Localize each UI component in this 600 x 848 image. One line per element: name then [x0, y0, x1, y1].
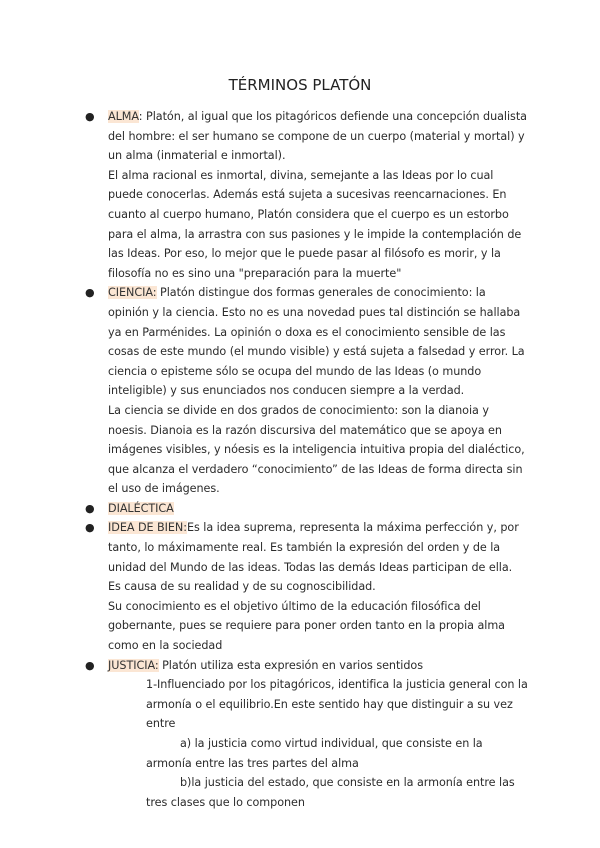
justicia-paragraph	[108, 656, 528, 676]
idea-de-bien-paragraph	[108, 518, 528, 596]
term-dialectica: DIALÉCTICA	[108, 501, 174, 515]
idea-de-bien-definition: Es la idea suprema, representa la máxima perfección y, por tanto, lo máximamente real. Es también la expresión del orden y de la unidad del Mundo de las ideas. Todas las demás Ideas participan de ella. Es causa de su realidad y de su cognoscibilidad.	[108, 521, 519, 594]
bullet-icon: ●	[85, 521, 95, 535]
page-title: TÉRMINOS PLATÓN	[228, 76, 372, 94]
ciencia-paragraph	[108, 283, 528, 401]
alma-definition: : Platón, al igual que los pitagóricos defiende una concepción dualista del hombre: el ser humano se compone de un cuerpo (material y mortal) y un alma (inmaterial e inmortal).	[108, 110, 527, 163]
justicia-sub-b: b)la justicia del estado, que consiste en la armonía entre las tres clases que lo componen	[146, 776, 515, 809]
list-item-justicia	[85, 656, 528, 813]
bullet-icon: ●	[85, 501, 95, 515]
list-item-ciencia	[85, 283, 528, 499]
list-item-dialectica	[85, 499, 528, 519]
list-item-alma	[85, 107, 528, 283]
ciencia-definition: Platón distingue dos formas generales de conocimiento: la opinión y la ciencia. Esto no es una novedad pues tal distinción se hallaba ya en Parménides. La opinión o doxa es el conocimiento sensible de las cosas de este mundo (el mundo visible) y está sujeta a falsedad y error. La ciencia o episteme sólo se ocupa del mundo de las Ideas (o mundo inteligible) y sus enunciados nos conducen siempre a la verdad.	[108, 286, 525, 398]
alma-extra-paragraph: El alma racional es inmortal, divina, semejante a las Ideas por lo cual puede conocerlas. Además está sujeta a sucesivas reencarnaciones. En cuanto al cuerpo humano, Platón considera que el cuerpo es un estorbo para el alma, la arrastra con sus pasiones y le impide la contemplación de las Ideas. Por eso, lo mejor que le puede pasar al filósofo es morir, y la filosofía no es sino una "preparación para la muerte"	[108, 168, 522, 280]
bullet-icon: ●	[85, 286, 95, 300]
justicia-sub-1: 1-Influenciado por los pitagóricos, identifica la justicia general con la armonía o el equilibrio.En este sentido hay que distinguir a su vez entre	[146, 678, 528, 731]
ciencia-extra-paragraph: La ciencia se divide en dos grados de conocimiento: son la dianoia y noesis. Dianoia es la razón discursiva del matemático que se apoya en imágenes visibles, y nóesis es la inteligencia intuitiva propia del dialéctico, que alcanza el verdadero “conocimiento” de las Ideas de forma directa sin el uso de imágenes.	[108, 403, 525, 496]
term-ciencia: CIENCIA:	[108, 286, 157, 300]
dialectica-paragraph	[108, 499, 528, 519]
term-idea-de-bien: IDEA DE BIEN:	[108, 521, 187, 535]
list-item-idea-de-bien	[85, 518, 528, 655]
term-justicia: JUSTICIA:	[108, 658, 159, 672]
document-body	[85, 107, 528, 812]
term-alma: ALMA	[108, 110, 139, 123]
bullet-icon: ●	[85, 658, 95, 672]
justicia-definition: Platón utiliza esta expresión en varios sentidos	[158, 658, 423, 672]
bullet-icon: ●	[85, 110, 95, 123]
alma-paragraph	[108, 107, 528, 166]
justicia-sub-a: a) la justicia como virtud individual, que consiste en la armonía entre las tres partes del alma	[146, 737, 483, 770]
idea-de-bien-extra-paragraph: Su conocimiento es el objetivo último de la educación filosófica del gobernante, pues se requiere para poner orden tanto en la propia alma como en la sociedad	[108, 599, 505, 653]
